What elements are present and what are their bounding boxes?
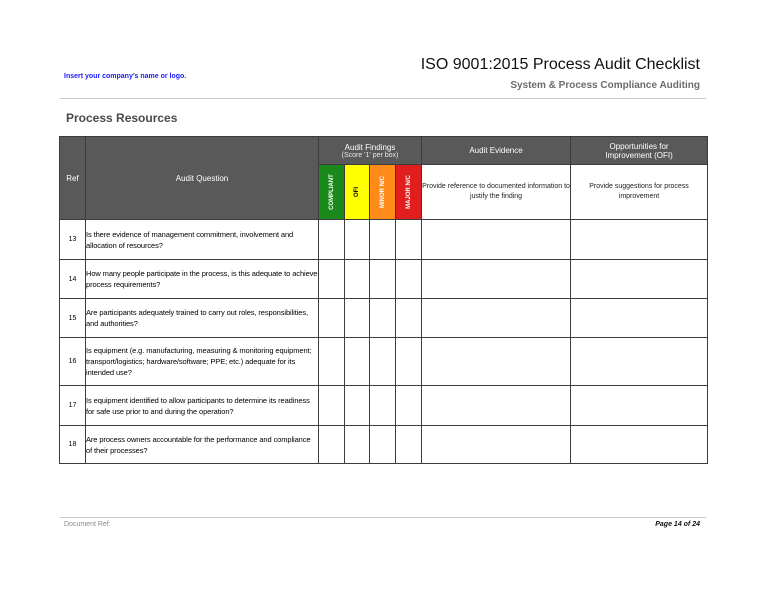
audit-evidence-cell[interactable]	[422, 220, 571, 260]
compliant-score-cell[interactable]	[319, 220, 345, 260]
major-nc-score-cell[interactable]	[396, 299, 422, 338]
row-question: Are process owners accountable for the performance and compliance of their processes?	[86, 426, 319, 464]
question-column-header: Audit Question	[86, 137, 319, 220]
ofi-score-cell[interactable]	[345, 220, 370, 260]
major-nc-score-cell[interactable]	[396, 260, 422, 299]
finding-ofi-header: OFI	[345, 165, 370, 220]
major-nc-score-cell[interactable]	[396, 338, 422, 386]
findings-score-note: (Score '1' per box)	[341, 151, 399, 159]
ofi-score-cell[interactable]	[345, 386, 370, 426]
finding-major-nc-header: MAJOR N/C	[396, 165, 422, 220]
findings-column-header	[319, 137, 422, 165]
compliant-score-cell[interactable]	[319, 386, 345, 426]
row-question: Are participants adequately trained to carry out roles, responsibilities, and authorities?	[86, 299, 319, 338]
minor-nc-score-cell[interactable]	[370, 220, 396, 260]
findings-title: Audit Findings	[344, 142, 396, 152]
row-ref: 14	[60, 260, 86, 299]
table-row	[60, 386, 708, 426]
table-row	[60, 426, 708, 464]
compliant-score-cell[interactable]	[319, 299, 345, 338]
ofi-suggestion-cell[interactable]	[571, 426, 708, 464]
ofi-hint: Provide suggestions for process improvement	[571, 165, 708, 220]
minor-nc-score-cell[interactable]	[370, 299, 396, 338]
ofi-score-cell[interactable]	[345, 426, 370, 464]
table-row	[60, 220, 708, 260]
row-question: Is equipment identified to allow participants to determine its readiness for safe use prior to and during the operation?	[86, 386, 319, 426]
minor-nc-score-cell[interactable]	[370, 426, 396, 464]
major-nc-score-cell[interactable]	[396, 386, 422, 426]
footer-divider	[60, 517, 706, 518]
row-ref: 15	[60, 299, 86, 338]
table-row	[60, 260, 708, 299]
audit-evidence-cell[interactable]	[422, 338, 571, 386]
audit-evidence-cell[interactable]	[422, 386, 571, 426]
row-ref: 18	[60, 426, 86, 464]
table-row	[60, 338, 708, 386]
document-subtitle: System & Process Compliance Auditing	[510, 80, 700, 91]
evidence-hint: Provide reference to documented information to justify the finding	[422, 165, 571, 220]
audit-checklist-table	[59, 136, 708, 464]
table-row	[60, 299, 708, 338]
row-question: Is equipment (e.g. manufacturing, measuring & monitoring equipment; transport/logistics; hardware/software; PPE; etc.) adequate for its intended use?	[86, 338, 319, 386]
ofi-suggestion-cell[interactable]	[571, 338, 708, 386]
ofi-suggestion-cell[interactable]	[571, 299, 708, 338]
ofi-suggestion-cell[interactable]	[571, 260, 708, 299]
minor-nc-score-cell[interactable]	[370, 338, 396, 386]
finding-compliant-header: COMPLIANT	[319, 165, 345, 220]
document-ref: Document Ref:	[64, 521, 111, 528]
compliant-score-cell[interactable]	[319, 260, 345, 299]
ofi-header-line1: Opportunities for	[609, 141, 669, 151]
evidence-column-header: Audit Evidence	[422, 137, 571, 165]
ofi-score-cell[interactable]	[345, 338, 370, 386]
ofi-suggestion-cell[interactable]	[571, 386, 708, 426]
row-question: How many people participate in the process, is this adequate to achieve process requirements?	[86, 260, 319, 299]
page-number: Page 14 of 24	[655, 521, 700, 528]
ofi-score-cell[interactable]	[345, 299, 370, 338]
row-ref: 16	[60, 338, 86, 386]
minor-nc-score-cell[interactable]	[370, 260, 396, 299]
audit-evidence-cell[interactable]	[422, 260, 571, 299]
company-logo-placeholder: Insert your company's name or logo.	[64, 73, 187, 80]
ofi-score-cell[interactable]	[345, 260, 370, 299]
header-divider	[60, 98, 706, 99]
major-nc-score-cell[interactable]	[396, 220, 422, 260]
audit-evidence-cell[interactable]	[422, 299, 571, 338]
document-title: ISO 9001:2015 Process Audit Checklist	[420, 56, 700, 73]
row-question: Is there evidence of management commitment, involvement and allocation of resources?	[86, 220, 319, 260]
major-nc-score-cell[interactable]	[396, 426, 422, 464]
minor-nc-score-cell[interactable]	[370, 386, 396, 426]
row-ref: 17	[60, 386, 86, 426]
audit-evidence-cell[interactable]	[422, 426, 571, 464]
ofi-column-header	[571, 137, 708, 165]
compliant-score-cell[interactable]	[319, 338, 345, 386]
row-ref: 13	[60, 220, 86, 260]
ofi-suggestion-cell[interactable]	[571, 220, 708, 260]
ofi-header-line2: Improvement (OFI)	[605, 150, 673, 160]
ref-column-header: Ref	[60, 137, 86, 220]
compliant-score-cell[interactable]	[319, 426, 345, 464]
finding-minor-nc-header: MINOR N/C	[370, 165, 396, 220]
section-title: Process Resources	[66, 111, 178, 125]
